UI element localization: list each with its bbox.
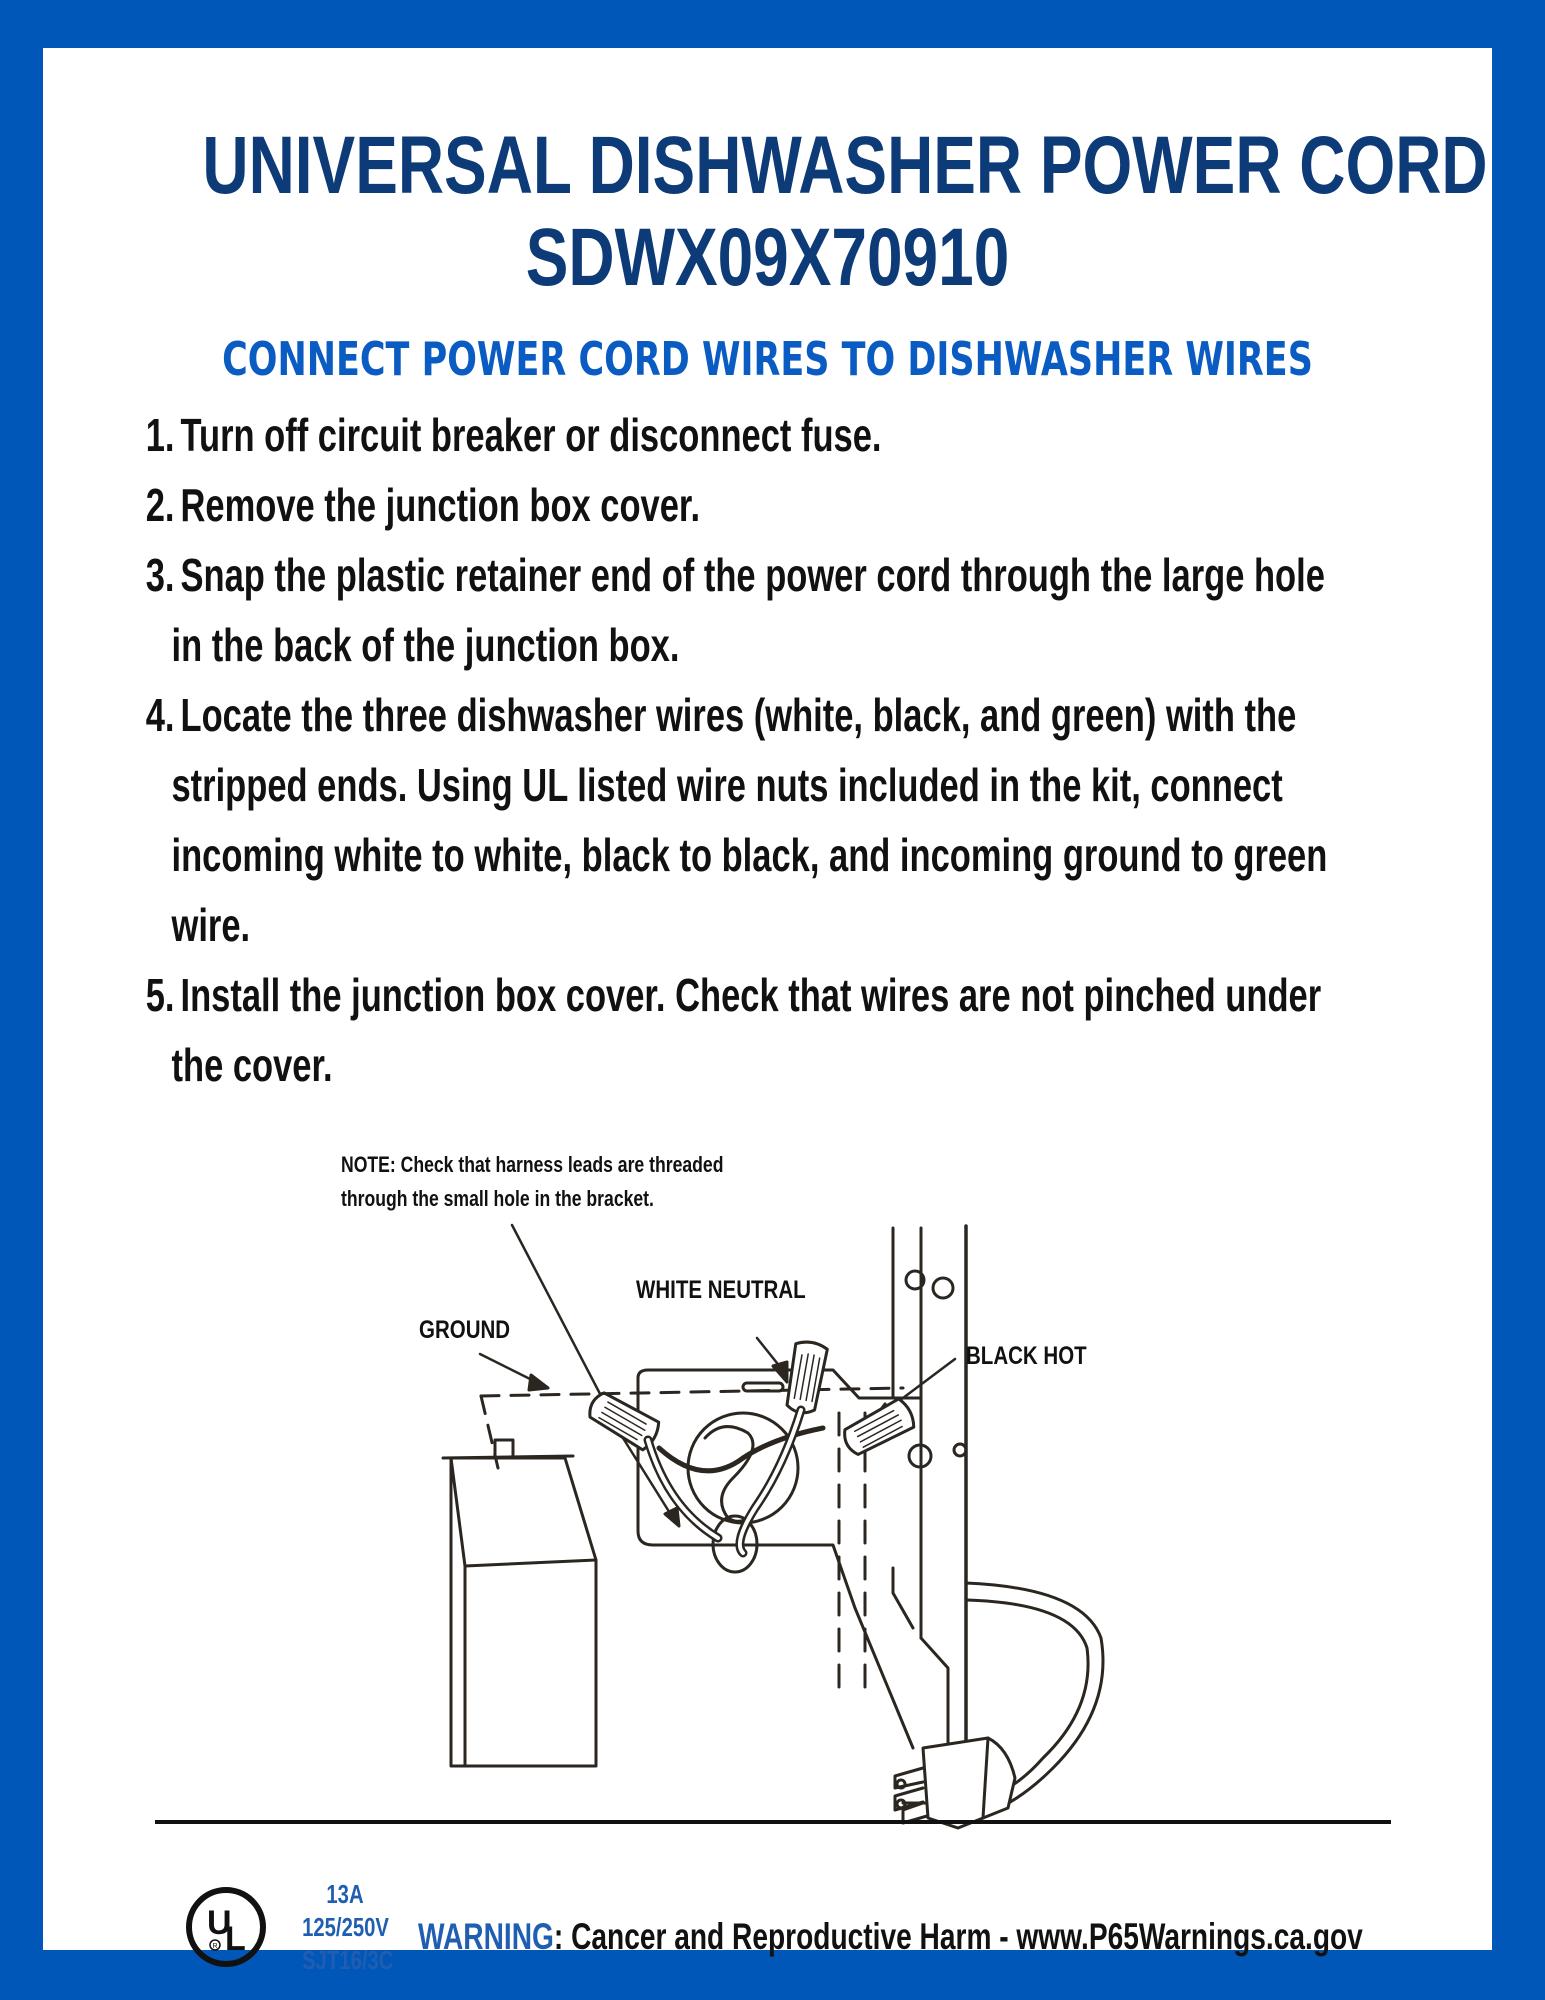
step-line: Snap the plastic retainer end of the power cord through the large hole: [180, 549, 1325, 601]
step-1: [128, 400, 1298, 470]
step-line: Locate the three dishwasher wires (white, black, and green) with the: [180, 689, 1297, 741]
spec-cord-type: SJT16/3C: [302, 1945, 394, 1975]
step-line: the cover.: [171, 1039, 333, 1091]
electrical-specs: [290, 1878, 400, 1977]
spec-volts: 125/250V: [302, 1912, 389, 1942]
ul-letter-l: L: [225, 1920, 246, 1958]
title-product-name: UNIVERSAL DISHWASHER POWER CORD: [202, 120, 1488, 211]
step-text: [181, 400, 1299, 470]
step-line: wire.: [171, 899, 251, 951]
step-2: [128, 470, 1298, 540]
step-line: Install the junction box cover. Check that wires are not pinched under: [180, 969, 1322, 1021]
step-line: stripped ends. Using UL listed wire nuts included in the kit, connect: [171, 759, 1283, 811]
step-text: [171, 680, 1328, 960]
warning-text: : Cancer and Reproductive Harm - www.P65Warnings.ca.gov: [553, 1916, 1363, 1957]
step-text: [171, 960, 1322, 1100]
label-white-neutral: WHITE NEUTRAL: [636, 1276, 806, 1304]
step-line: incoming white to white, black to black, and incoming ground to green: [171, 829, 1328, 881]
ul-letter-u: U: [207, 1904, 232, 1942]
svg-text:R: R: [212, 1943, 218, 1950]
note-line: through the small hole in the bracket.: [341, 1186, 654, 1211]
diagram-note: [341, 1148, 723, 1216]
step-text: [171, 540, 1325, 680]
steps-list: [128, 400, 1328, 1100]
step-3: [128, 540, 1325, 680]
note-line: NOTE: Check that harness leads are threaded: [341, 1152, 724, 1177]
step-text: [181, 470, 1299, 540]
ul-listed-logo-icon: [185, 1886, 267, 1968]
prop65-warning: [418, 1916, 1363, 1958]
step-line: Turn off circuit breaker or disconnect fuse.: [180, 409, 882, 461]
step-number: 1.: [145, 409, 175, 461]
footer-divider: [155, 1820, 1391, 1824]
step-number: 3.: [145, 549, 175, 601]
step-4: [128, 680, 1328, 960]
section-heading: CONNECT POWER CORD WIRES TO DISHWASHER WIRES: [222, 332, 1313, 386]
instruction-card: [43, 48, 1492, 1975]
title-part-number: SDWX09X70910: [525, 212, 1010, 303]
step-line: in the back of the junction box.: [171, 619, 680, 671]
spec-amps: 13A: [326, 1879, 364, 1909]
step-number: 2.: [145, 479, 175, 531]
warning-label: WARNING: [418, 1916, 554, 1957]
label-ground: GROUND: [419, 1316, 511, 1344]
label-black-hot: BLACK HOT: [966, 1342, 1087, 1370]
step-5: [128, 960, 1322, 1100]
page-title: [202, 120, 1488, 304]
step-number: 4.: [145, 689, 175, 741]
step-number: 5.: [145, 969, 175, 1021]
step-line: Remove the junction box cover.: [180, 479, 701, 531]
